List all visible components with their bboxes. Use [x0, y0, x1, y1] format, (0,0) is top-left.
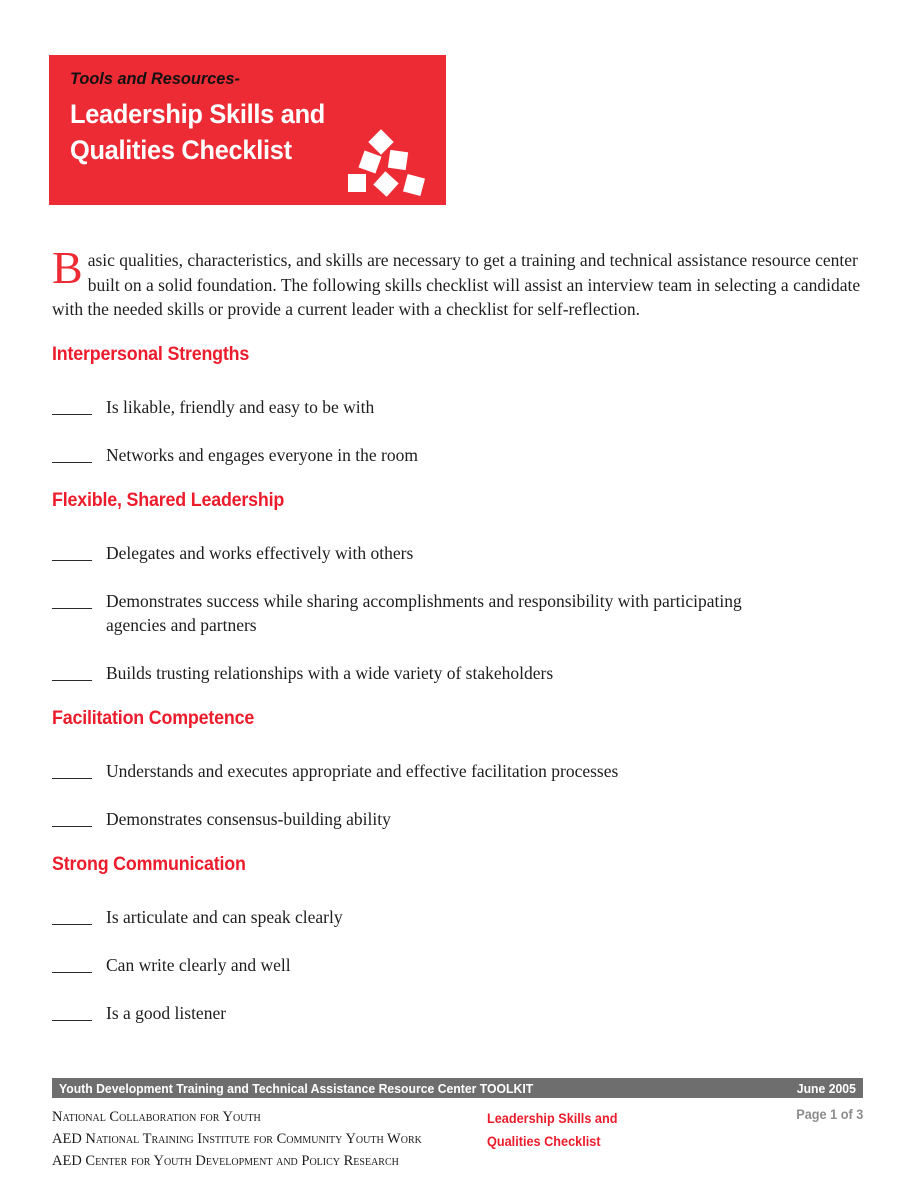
decor-square-icon — [388, 150, 408, 170]
intro-paragraph — [52, 242, 867, 322]
fill-in-blank-line — [52, 905, 92, 925]
header-banner — [49, 55, 446, 205]
checklist-item — [52, 589, 867, 637]
footer-org-line: AED Center for Youth Development and Policy Research — [52, 1153, 399, 1169]
section-heading: Interpersonal Strengths — [52, 343, 250, 365]
checklist-item — [52, 807, 867, 831]
decor-square-icon — [358, 150, 381, 173]
checklist-item — [52, 443, 867, 467]
page-number: Page 1 of 3 — [795, 1107, 863, 1122]
checklist-item-label: Builds trusting relationships with a wide variety of stakeholders — [106, 662, 554, 683]
footer-org-line: National Collaboration for Youth — [52, 1109, 261, 1125]
checklist-item — [52, 759, 867, 783]
fill-in-blank-line — [52, 807, 92, 827]
checklist-item — [52, 953, 867, 977]
fill-in-blank-line — [52, 1001, 92, 1021]
checklist-item-label: Can write clearly and well — [106, 954, 291, 975]
fill-in-blank-line — [52, 443, 92, 463]
checklist-item — [52, 905, 867, 929]
fill-in-blank-line — [52, 953, 92, 973]
header-kicker: Tools and Resources- — [70, 69, 240, 88]
checklist-item-label: Networks and engages everyone in the room — [106, 444, 418, 465]
page-footer — [52, 1078, 863, 1186]
drop-cap: B — [52, 242, 83, 293]
section-heading: Facilitation Competence — [52, 707, 255, 729]
checklist-item — [52, 395, 867, 419]
checklist-item-label: Is a good listener — [106, 1002, 227, 1023]
decor-square-icon — [403, 174, 425, 196]
checklist-item — [52, 541, 867, 565]
page-content — [52, 242, 867, 1049]
footer-bar — [52, 1078, 863, 1098]
scattered-squares-decoration — [345, 120, 480, 200]
checklist-item-label: Is articulate and can speak clearly — [106, 906, 343, 927]
footer-doc-title-line2: Qualities Checklist — [487, 1134, 601, 1149]
checklist-item-label: Delegates and works effectively with others — [106, 542, 414, 563]
footer-organizations — [52, 1106, 422, 1172]
checklist-item-label: Understands and executes appropriate and effective facilitation processes — [106, 760, 619, 781]
footer-doc-title-line1: Leadership Skills and — [487, 1111, 618, 1126]
decor-square-icon — [348, 174, 366, 192]
checklist-item-label: Demonstrates consensus-building ability — [106, 808, 391, 829]
section-strong-communication — [52, 855, 867, 1025]
section-heading: Flexible, Shared Leadership — [52, 489, 285, 511]
document-title-line2: Qualities Checklist — [70, 135, 292, 165]
fill-in-blank-line — [52, 759, 92, 779]
footer-doc-title — [487, 1107, 617, 1153]
footer-columns — [52, 1106, 863, 1186]
section-heading: Strong Communication — [52, 853, 246, 875]
section-flexible-shared-leadership — [52, 491, 867, 685]
document-title-line1: Leadership Skills and — [70, 99, 326, 129]
footer-bar-date: June 2005 — [796, 1080, 856, 1096]
intro-text: asic qualities, characteristics, and skills are necessary to get a training and technical assistance resource center built on a solid foundation. The following skills checklist will assist an interview team in selecting a candidate with the needed skills or provide a current leader with a checklist for self-reflection. — [52, 250, 861, 319]
checklist-item-label: Is likable, friendly and easy to be with — [106, 396, 375, 417]
footer-bar-title: Youth Development Training and Technical Assistance Resource Center TOOLKIT — [59, 1080, 534, 1096]
fill-in-blank-line — [52, 661, 92, 681]
fill-in-blank-line — [52, 395, 92, 415]
fill-in-blank-line — [52, 589, 92, 609]
checklist-item — [52, 1001, 867, 1025]
section-interpersonal-strengths — [52, 345, 867, 467]
section-facilitation-competence — [52, 709, 867, 831]
footer-org-line: AED National Training Institute for Community Youth Work — [52, 1131, 422, 1147]
decor-square-icon — [373, 171, 398, 196]
fill-in-blank-line — [52, 541, 92, 561]
checklist-item-label: Demonstrates success while sharing accomplishments and responsibility with participating agencies and partners — [106, 590, 742, 635]
checklist-item — [52, 661, 867, 685]
